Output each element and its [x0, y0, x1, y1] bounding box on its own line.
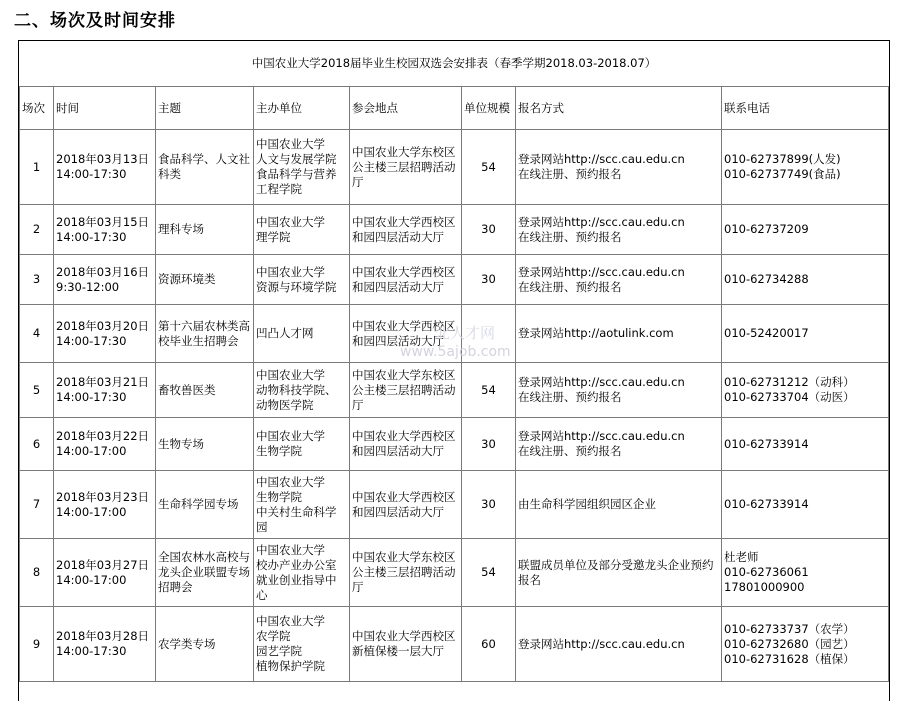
- cell-phone: 010-62733737（农学） 010-62732680（园艺） 010-62731628（植保）: [722, 607, 889, 682]
- table-row: [20, 205, 889, 255]
- cell-signup: 登录网站http://scc.cau.edu.cn 在线注册、预约报名: [516, 418, 722, 471]
- cell-venue: 中国农业大学东校区公主楼三层招聘活动厅: [350, 130, 462, 205]
- cell-time: 2018年03月28日 14:00-17:30: [54, 607, 156, 682]
- cell-phone: 010-62734288: [722, 255, 889, 305]
- cell-signup: 登录网站http://scc.cau.edu.cn 在线注册、预约报名: [516, 255, 722, 305]
- cell-venue: 中国农业大学西校区 和园四层活动大厅: [350, 255, 462, 305]
- cell-phone: 010-62737899(人发) 010-62737749(食品): [722, 130, 889, 205]
- cell-time: 2018年03月22日 14:00-17:00: [54, 418, 156, 471]
- cell-theme: 第十六届农林类高校毕业生招聘会: [156, 305, 254, 363]
- cell-venue: 中国农业大学西校区 新植保楼一层大厅: [350, 607, 462, 682]
- cell-idx: 6: [20, 418, 54, 471]
- cell-idx: 4: [20, 305, 54, 363]
- col-header-time: 时间: [54, 87, 156, 130]
- cell-idx: 7: [20, 471, 54, 539]
- cell-time: 2018年03月16日 9:30-12:00: [54, 255, 156, 305]
- cell-scale: 54: [462, 363, 516, 418]
- cell-phone: 010-62731212（动科） 010-62733704（动医）: [722, 363, 889, 418]
- cell-idx: 2: [20, 205, 54, 255]
- cell-signup: 登录网站http://scc.cau.edu.cn 在线注册、预约报名: [516, 130, 722, 205]
- cell-theme: 资源环境类: [156, 255, 254, 305]
- cell-idx: 9: [20, 607, 54, 682]
- cell-idx: 1: [20, 130, 54, 205]
- col-header-idx: 场次: [20, 87, 54, 130]
- cell-host: 中国农业大学 资源与环境学院: [254, 255, 350, 305]
- watermark-site: www.5ajob.com: [400, 344, 511, 360]
- cell-host: 中国农业大学 人文与发展学院 食品科学与营养工程学院: [254, 130, 350, 205]
- cell-host: 中国农业大学 生物学院 中关村生命科学园: [254, 471, 350, 539]
- col-header-host: 主办单位: [254, 87, 350, 130]
- cell-idx: 8: [20, 539, 54, 607]
- cell-scale: 54: [462, 130, 516, 205]
- table-row: [20, 363, 889, 418]
- cell-venue: 中国农业大学东校区公主楼三层招聘活动厅: [350, 363, 462, 418]
- table-row: [20, 471, 889, 539]
- cell-phone: 杜老师 010-62736061 17801000900: [722, 539, 889, 607]
- cell-signup: 登录网站http://scc.cau.edu.cn: [516, 607, 722, 682]
- table-title-row: [20, 41, 889, 87]
- cell-theme: 食品科学、人文社科类: [156, 130, 254, 205]
- cell-theme: 农学类专场: [156, 607, 254, 682]
- cell-venue: 中国农业大学西校区 和园四层活动大厅: [350, 471, 462, 539]
- cell-phone: 010-62733914: [722, 471, 889, 539]
- cell-scale: 30: [462, 205, 516, 255]
- cell-idx: 3: [20, 255, 54, 305]
- watermark-cn: 北人才网: [435, 324, 496, 342]
- cell-scale: [462, 305, 516, 363]
- table-row: [20, 255, 889, 305]
- col-header-venue: 参会地点: [350, 87, 462, 130]
- col-header-phone: 联系电话: [722, 87, 889, 130]
- cell-time: 2018年03月21日 14:00-17:30: [54, 363, 156, 418]
- cell-time: 2018年03月15日 14:00-17:30: [54, 205, 156, 255]
- cell-phone: 010-52420017: [722, 305, 889, 363]
- cell-signup: 由生命科学园组织园区企业: [516, 471, 722, 539]
- cell-time: 2018年03月27日 14:00-17:00: [54, 539, 156, 607]
- cell-host: 中国农业大学 理学院: [254, 205, 350, 255]
- cell-venue: 中国农业大学西校区 和园四层活动大厅: [350, 418, 462, 471]
- cell-time: 2018年03月20日 14:00-17:30: [54, 305, 156, 363]
- cell-scale: 54: [462, 539, 516, 607]
- cell-time: 2018年03月23日 14:00-17:00: [54, 471, 156, 539]
- cell-phone: 010-62733914: [722, 418, 889, 471]
- cell-theme: 全国农林水高校与龙头企业联盟专场招聘会: [156, 539, 254, 607]
- cell-signup: 登录网站http://scc.cau.edu.cn 在线注册、预约报名: [516, 363, 722, 418]
- cell-scale: 30: [462, 471, 516, 539]
- col-header-theme: 主题: [156, 87, 254, 130]
- cell-venue: 中国农业大学西校区 和园四层活动大厅: [350, 205, 462, 255]
- table-title: 中国农业大学2018届毕业生校园双选会安排表（春季学期2018.03-2018.07）: [20, 41, 889, 87]
- cell-host: 中国农业大学 农学院 园艺学院 植物保护学院: [254, 607, 350, 682]
- cell-venue: 中国农业大学东校区公主楼三层招聘活动厅: [350, 539, 462, 607]
- cell-host: 中国农业大学 校办产业办公室 就业创业指导中心: [254, 539, 350, 607]
- table-header-row: [20, 87, 889, 130]
- cell-scale: 30: [462, 255, 516, 305]
- cell-signup: 联盟成员单位及部分受邀龙头企业预约报名: [516, 539, 722, 607]
- cell-host: 中国农业大学 动物科技学院、 动物医学院: [254, 363, 350, 418]
- cell-signup: 登录网站http://aotulink.com: [516, 305, 722, 363]
- table-row: [20, 539, 889, 607]
- col-header-signup: 报名方式: [516, 87, 722, 130]
- cell-theme: 理科专场: [156, 205, 254, 255]
- cell-host: 中国农业大学 生物学院: [254, 418, 350, 471]
- cell-venue: 中国农业大学西校区 和园四层活动大厅: [350, 305, 462, 363]
- cell-theme: 生命科学园专场: [156, 471, 254, 539]
- cell-time: 2018年03月13日 14:00-17:30: [54, 130, 156, 205]
- cell-scale: 30: [462, 418, 516, 471]
- schedule-table: [19, 41, 889, 682]
- table-row: [20, 418, 889, 471]
- table-row: [20, 607, 889, 682]
- cell-signup: 登录网站http://scc.cau.edu.cn 在线注册、预约报名: [516, 205, 722, 255]
- cell-theme: 生物专场: [156, 418, 254, 471]
- cell-host: 凹凸人才网: [254, 305, 350, 363]
- cell-idx: 5: [20, 363, 54, 418]
- cell-scale: 60: [462, 607, 516, 682]
- cell-theme: 畜牧兽医类: [156, 363, 254, 418]
- table-row: [20, 305, 889, 363]
- cell-phone: 010-62737209: [722, 205, 889, 255]
- section-heading: 二、场次及时间安排: [14, 11, 176, 31]
- table-row: [20, 130, 889, 205]
- col-header-scale: 单位规模: [462, 87, 516, 130]
